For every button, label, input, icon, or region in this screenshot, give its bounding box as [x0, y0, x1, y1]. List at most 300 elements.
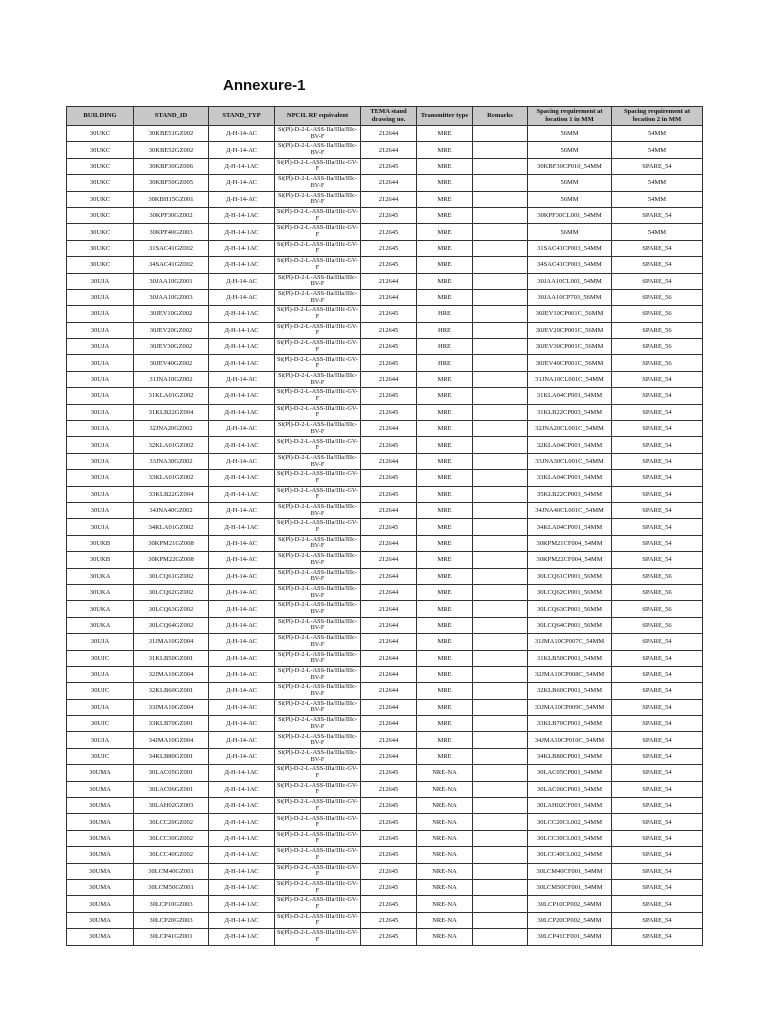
- cell-stand-typ: Д-Н-14-АС: [209, 421, 275, 437]
- cell-stand-typ: Д-Н-14-1АС: [209, 781, 275, 797]
- table-row: [67, 470, 703, 486]
- cell-stand-typ: Д-Н-14-АС: [209, 453, 275, 469]
- cell-npcil-rf: St(Pl)-D-2-L-ASS-IIa/IIIa/IIIc-BV-F: [275, 568, 361, 584]
- cell-building: 30UJA: [67, 634, 134, 650]
- cell-stand-id: 32JNA20GZ002: [134, 421, 209, 437]
- header-row: [67, 107, 703, 126]
- cell-remarks: [473, 552, 528, 568]
- cell-stand-typ: Д-Н-14-1АС: [209, 519, 275, 535]
- cell-spacing-loc1: 31KLA04CP001_54MM: [528, 388, 612, 404]
- cell-spacing-loc2: SPARE_54: [612, 879, 703, 895]
- cell-transmitter-type: NRE-NA: [417, 896, 473, 912]
- cell-spacing-loc2: SPARE_54: [612, 666, 703, 682]
- cell-remarks: [473, 863, 528, 879]
- table-row: [67, 404, 703, 420]
- cell-remarks: [473, 683, 528, 699]
- table-row: [67, 502, 703, 518]
- cell-building: 30UJC: [67, 748, 134, 764]
- table-row: [67, 142, 703, 158]
- cell-transmitter-type: MRE: [417, 716, 473, 732]
- cell-building: 30UKB: [67, 552, 134, 568]
- cell-remarks: [473, 634, 528, 650]
- page-title: Annexure-1: [223, 77, 306, 94]
- cell-spacing-loc1: 30LCM50CF001_54MM: [528, 879, 612, 895]
- table-row: [67, 765, 703, 781]
- cell-building: 30UMA: [67, 830, 134, 846]
- cell-spacing-loc2: SPARE_54: [612, 404, 703, 420]
- cell-tema-drawing: 212645: [361, 798, 417, 814]
- table-row: [67, 552, 703, 568]
- cell-tema-drawing: 212644: [361, 732, 417, 748]
- cell-stand-id: 30LCP20GZ003: [134, 912, 209, 928]
- cell-npcil-rf: St(Pl)-D-2-L-ASS-IIa/IIIa/IIIc-BV-F: [275, 650, 361, 666]
- cell-spacing-loc1: 30LCM40CF001_54MM: [528, 863, 612, 879]
- cell-building: 30UJA: [67, 404, 134, 420]
- cell-spacing-loc2: SPARE_56: [612, 617, 703, 633]
- table-row: [67, 666, 703, 682]
- cell-stand-id: 30JEV20GZ002: [134, 322, 209, 338]
- cell-stand-id: 33KLB70GZ001: [134, 716, 209, 732]
- table-row: [67, 191, 703, 207]
- cell-spacing-loc2: SPARE_54: [612, 207, 703, 223]
- cell-remarks: [473, 339, 528, 355]
- cell-tema-drawing: 212644: [361, 634, 417, 650]
- cell-npcil-rf: St(Pl)-D-2-L-ASS-IIIa/IIIc-GV-F: [275, 486, 361, 502]
- cell-stand-id: 30JEV10GZ002: [134, 306, 209, 322]
- cell-stand-id: 31SAC41GZ002: [134, 240, 209, 256]
- cell-spacing-loc1: 30KPM21CF004_54MM: [528, 535, 612, 551]
- cell-stand-typ: Д-Н-14-АС: [209, 535, 275, 551]
- cell-transmitter-type: MRE: [417, 470, 473, 486]
- cell-spacing-loc2: SPARE_54: [612, 798, 703, 814]
- table-row: [67, 437, 703, 453]
- cell-transmitter-type: MRE: [417, 535, 473, 551]
- cell-npcil-rf: St(Pl)-D-2-L-ASS-IIa/IIIa/IIIc-BV-F: [275, 273, 361, 289]
- cell-stand-typ: Д-Н-14-1АС: [209, 224, 275, 240]
- cell-spacing-loc1: 34SAC41CP003_54MM: [528, 257, 612, 273]
- cell-stand-id: 31KLB50GZ001: [134, 650, 209, 666]
- cell-building: 30UKA: [67, 601, 134, 617]
- cell-spacing-loc1: 30JAA10CP703_56MM: [528, 289, 612, 305]
- cell-remarks: [473, 601, 528, 617]
- table-row: [67, 339, 703, 355]
- cell-remarks: [473, 404, 528, 420]
- cell-spacing-loc2: SPARE_54: [612, 535, 703, 551]
- cell-spacing-loc1: 30LCQ64CP001_56MM: [528, 617, 612, 633]
- cell-tema-drawing: 212644: [361, 716, 417, 732]
- cell-tema-drawing: 212645: [361, 207, 417, 223]
- cell-spacing-loc2: SPARE_54: [612, 552, 703, 568]
- cell-remarks: [473, 584, 528, 600]
- cell-transmitter-type: NRE-NA: [417, 798, 473, 814]
- cell-npcil-rf: St(Pl)-D-2-L-ASS-IIa/IIIa/IIIc-BV-F: [275, 732, 361, 748]
- cell-stand-typ: Д-Н-14-АС: [209, 289, 275, 305]
- cell-stand-typ: Д-Н-14-АС: [209, 371, 275, 387]
- table-row: [67, 158, 703, 174]
- cell-stand-typ: Д-Н-14-АС: [209, 552, 275, 568]
- cell-stand-typ: Д-Н-14-АС: [209, 748, 275, 764]
- cell-stand-id: 30LCC30GZ002: [134, 830, 209, 846]
- cell-spacing-loc2: 54MM: [612, 126, 703, 142]
- cell-remarks: [473, 814, 528, 830]
- cell-tema-drawing: 212644: [361, 748, 417, 764]
- cell-spacing-loc1: 56MM: [528, 126, 612, 142]
- cell-stand-id: 30LCQ62GZ002: [134, 584, 209, 600]
- cell-stand-typ: Д-Н-14-АС: [209, 584, 275, 600]
- cell-stand-typ: Д-Н-14-АС: [209, 273, 275, 289]
- cell-stand-id: 30LCM40GZ001: [134, 863, 209, 879]
- cell-building: 30UKB: [67, 535, 134, 551]
- table-row: [67, 781, 703, 797]
- cell-building: 30UKC: [67, 158, 134, 174]
- cell-remarks: [473, 191, 528, 207]
- cell-spacing-loc2: SPARE_54: [612, 896, 703, 912]
- cell-remarks: [473, 158, 528, 174]
- cell-spacing-loc2: SPARE_54: [612, 486, 703, 502]
- cell-stand-id: 32KLA01GZ002: [134, 437, 209, 453]
- cell-tema-drawing: 212644: [361, 175, 417, 191]
- cell-spacing-loc2: SPARE_54: [612, 634, 703, 650]
- cell-remarks: [473, 879, 528, 895]
- cell-spacing-loc2: SPARE_54: [612, 732, 703, 748]
- cell-spacing-loc2: SPARE_56: [612, 568, 703, 584]
- cell-remarks: [473, 568, 528, 584]
- cell-stand-typ: Д-Н-14-1АС: [209, 879, 275, 895]
- cell-spacing-loc2: SPARE_54: [612, 765, 703, 781]
- cell-building: 30UJA: [67, 519, 134, 535]
- cell-stand-id: 30JEV40GZ002: [134, 355, 209, 371]
- cell-transmitter-type: MRE: [417, 421, 473, 437]
- cell-stand-typ: Д-Н-14-1АС: [209, 404, 275, 420]
- cell-stand-id: 31KLB22GZ004: [134, 404, 209, 420]
- cell-building: 30UMA: [67, 765, 134, 781]
- cell-spacing-loc1: 30KPM22CF004_54MM: [528, 552, 612, 568]
- cell-npcil-rf: St(Pl)-D-2-L-ASS-IIIa/IIIc-GV-F: [275, 224, 361, 240]
- cell-tema-drawing: 212645: [361, 847, 417, 863]
- cell-transmitter-type: MRE: [417, 634, 473, 650]
- cell-stand-id: 31KLA01GZ002: [134, 388, 209, 404]
- cell-npcil-rf: St(Pl)-D-2-L-ASS-IIa/IIIa/IIIc-BV-F: [275, 289, 361, 305]
- cell-tema-drawing: 212644: [361, 421, 417, 437]
- table-row: [67, 584, 703, 600]
- cell-tema-drawing: 212644: [361, 584, 417, 600]
- cell-stand-id: 30LCP41GZ001: [134, 929, 209, 945]
- cell-building: 30UKA: [67, 584, 134, 600]
- cell-remarks: [473, 306, 528, 322]
- cell-spacing-loc1: 30KBF30CP010_54MM: [528, 158, 612, 174]
- cell-building: 30UMA: [67, 847, 134, 863]
- cell-spacing-loc1: 56MM: [528, 142, 612, 158]
- cell-stand-typ: Д-Н-14-1АС: [209, 765, 275, 781]
- cell-building: 30UJA: [67, 289, 134, 305]
- cell-stand-typ: Д-Н-14-1АС: [209, 388, 275, 404]
- cell-npcil-rf: St(Pl)-D-2-L-ASS-IIIa/IIIc-GV-F: [275, 830, 361, 846]
- cell-spacing-loc1: 33JMA10CP009C_54MM: [528, 699, 612, 715]
- cell-spacing-loc1: 35KLB22CP003_54MM: [528, 486, 612, 502]
- table-row: [67, 224, 703, 240]
- cell-stand-typ: Д-Н-14-1АС: [209, 207, 275, 223]
- cell-spacing-loc1: 30JAA10CL001_54MM: [528, 273, 612, 289]
- cell-remarks: [473, 240, 528, 256]
- cell-remarks: [473, 798, 528, 814]
- cell-remarks: [473, 486, 528, 502]
- cell-remarks: [473, 617, 528, 633]
- cell-remarks: [473, 207, 528, 223]
- cell-stand-typ: Д-Н-14-АС: [209, 126, 275, 142]
- cell-spacing-loc1: 32JNA20CL001C_54MM: [528, 421, 612, 437]
- cell-stand-id: 30KPF40GZ003: [134, 224, 209, 240]
- table-row: [67, 306, 703, 322]
- cell-transmitter-type: NRE-NA: [417, 879, 473, 895]
- cell-npcil-rf: St(Pl)-D-2-L-ASS-IIa/IIIa/IIIc-BV-F: [275, 191, 361, 207]
- cell-npcil-rf: St(Pl)-D-2-L-ASS-IIa/IIIa/IIIc-BV-F: [275, 617, 361, 633]
- table-row: [67, 207, 703, 223]
- cell-stand-id: 30LCC40GZ002: [134, 847, 209, 863]
- cell-tema-drawing: 212645: [361, 437, 417, 453]
- table-row: [67, 486, 703, 502]
- cell-building: 30UJA: [67, 355, 134, 371]
- cell-tema-drawing: 212644: [361, 568, 417, 584]
- cell-transmitter-type: NRE-NA: [417, 814, 473, 830]
- cell-spacing-loc1: 30JEV20CP001C_56MM: [528, 322, 612, 338]
- cell-building: 30UJA: [67, 502, 134, 518]
- cell-npcil-rf: St(Pl)-D-2-L-ASS-IIIa/IIIc-GV-F: [275, 863, 361, 879]
- table-row: [67, 830, 703, 846]
- cell-spacing-loc1: 30JEV40CP001C_56MM: [528, 355, 612, 371]
- cell-tema-drawing: 212645: [361, 404, 417, 420]
- cell-stand-typ: Д-Н-14-1АС: [209, 847, 275, 863]
- cell-building: 30UJA: [67, 732, 134, 748]
- cell-stand-typ: Д-Н-14-АС: [209, 191, 275, 207]
- cell-transmitter-type: MRE: [417, 568, 473, 584]
- cell-remarks: [473, 912, 528, 928]
- cell-npcil-rf: St(Pl)-D-2-L-ASS-IIa/IIIa/IIIc-BV-F: [275, 716, 361, 732]
- cell-npcil-rf: St(Pl)-D-2-L-ASS-IIIa/IIIc-GV-F: [275, 207, 361, 223]
- cell-npcil-rf: St(Pl)-D-2-L-ASS-IIa/IIIa/IIIc-BV-F: [275, 683, 361, 699]
- cell-stand-typ: Д-Н-14-АС: [209, 666, 275, 682]
- cell-stand-id: 34SAC41GZ002: [134, 257, 209, 273]
- cell-stand-id: 30KBF50GZ005: [134, 175, 209, 191]
- cell-transmitter-type: MRE: [417, 207, 473, 223]
- cell-spacing-loc1: 30LCQ63CP001_56MM: [528, 601, 612, 617]
- cell-stand-id: 32JMA10GZ004: [134, 666, 209, 682]
- cell-spacing-loc1: 30JEV30CP001C_56MM: [528, 339, 612, 355]
- cell-remarks: [473, 650, 528, 666]
- cell-npcil-rf: St(Pl)-D-2-L-ASS-IIIa/IIIc-GV-F: [275, 814, 361, 830]
- cell-building: 30UKA: [67, 617, 134, 633]
- table-row: [67, 601, 703, 617]
- cell-stand-id: 31JNA10GZ002: [134, 371, 209, 387]
- cell-tema-drawing: 212645: [361, 306, 417, 322]
- col-npcil-rf: NPCIL RF equivalent: [275, 107, 361, 126]
- cell-spacing-loc2: SPARE_54: [612, 650, 703, 666]
- table-row: [67, 732, 703, 748]
- cell-npcil-rf: St(Pl)-D-2-L-ASS-IIIa/IIIc-GV-F: [275, 929, 361, 945]
- cell-stand-typ: Д-Н-14-1АС: [209, 912, 275, 928]
- cell-spacing-loc1: 30KPF30CL001_54MM: [528, 207, 612, 223]
- cell-transmitter-type: MRE: [417, 502, 473, 518]
- cell-tema-drawing: 212645: [361, 814, 417, 830]
- cell-spacing-loc1: 34JMA10CP010C_54MM: [528, 732, 612, 748]
- cell-stand-typ: Д-Н-14-АС: [209, 683, 275, 699]
- cell-spacing-loc2: SPARE_56: [612, 322, 703, 338]
- cell-stand-id: 34JNA40GZ002: [134, 502, 209, 518]
- cell-remarks: [473, 371, 528, 387]
- cell-tema-drawing: 212645: [361, 863, 417, 879]
- table-row: [67, 879, 703, 895]
- cell-spacing-loc2: SPARE_54: [612, 847, 703, 863]
- cell-building: 30UKC: [67, 207, 134, 223]
- cell-tema-drawing: 212645: [361, 519, 417, 535]
- cell-spacing-loc1: 56MM: [528, 224, 612, 240]
- cell-stand-id: 30JAA10GZ003: [134, 289, 209, 305]
- cell-tema-drawing: 212645: [361, 765, 417, 781]
- cell-remarks: [473, 289, 528, 305]
- cell-spacing-loc1: 31KLB50CP001_54MM: [528, 650, 612, 666]
- table-body: [67, 126, 703, 946]
- cell-spacing-loc2: SPARE_54: [612, 158, 703, 174]
- cell-building: 30UKC: [67, 175, 134, 191]
- cell-spacing-loc2: SPARE_54: [612, 863, 703, 879]
- cell-remarks: [473, 929, 528, 945]
- cell-building: 30UJA: [67, 339, 134, 355]
- cell-stand-typ: Д-Н-14-1АС: [209, 437, 275, 453]
- cell-spacing-loc1: 32KLB60CP001_54MM: [528, 683, 612, 699]
- cell-spacing-loc2: SPARE_54: [612, 830, 703, 846]
- cell-spacing-loc1: 32JMA10CP008C_54MM: [528, 666, 612, 682]
- cell-spacing-loc1: 33KLB70CP001_54MM: [528, 716, 612, 732]
- cell-npcil-rf: St(Pl)-D-2-L-ASS-IIIa/IIIc-GV-F: [275, 322, 361, 338]
- cell-building: 30UJA: [67, 306, 134, 322]
- cell-tema-drawing: 212644: [361, 142, 417, 158]
- cell-tema-drawing: 212644: [361, 666, 417, 682]
- cell-spacing-loc2: SPARE_54: [612, 814, 703, 830]
- cell-remarks: [473, 322, 528, 338]
- cell-tema-drawing: 212644: [361, 699, 417, 715]
- cell-building: 30UKC: [67, 224, 134, 240]
- cell-spacing-loc2: SPARE_54: [612, 240, 703, 256]
- cell-spacing-loc1: 30LAC05CP001_54MM: [528, 765, 612, 781]
- cell-tema-drawing: 212644: [361, 535, 417, 551]
- cell-remarks: [473, 175, 528, 191]
- table-row: [67, 126, 703, 142]
- cell-remarks: [473, 732, 528, 748]
- cell-stand-id: 30LCQ63GZ002: [134, 601, 209, 617]
- cell-npcil-rf: St(Pl)-D-2-L-ASS-IIIa/IIIc-GV-F: [275, 896, 361, 912]
- table-row: [67, 519, 703, 535]
- table-row: [67, 863, 703, 879]
- cell-spacing-loc2: SPARE_56: [612, 339, 703, 355]
- cell-spacing-loc2: SPARE_54: [612, 470, 703, 486]
- cell-npcil-rf: St(Pl)-D-2-L-ASS-IIIa/IIIc-GV-F: [275, 798, 361, 814]
- cell-remarks: [473, 830, 528, 846]
- cell-building: 30UJA: [67, 453, 134, 469]
- cell-spacing-loc1: 34JNA40CL001C_54MM: [528, 502, 612, 518]
- cell-stand-typ: Д-Н-14-1АС: [209, 798, 275, 814]
- cell-spacing-loc2: SPARE_54: [612, 257, 703, 273]
- cell-building: 30UKA: [67, 568, 134, 584]
- cell-tema-drawing: 212645: [361, 240, 417, 256]
- table-row: [67, 175, 703, 191]
- col-spacing-loc2: Spacing requirement at location 2 in MM: [612, 107, 703, 126]
- cell-stand-typ: Д-Н-14-1АС: [209, 470, 275, 486]
- cell-npcil-rf: St(Pl)-D-2-L-ASS-IIa/IIIa/IIIc-BV-F: [275, 634, 361, 650]
- cell-transmitter-type: NRE-NA: [417, 830, 473, 846]
- col-stand-typ: STAND_TYP: [209, 107, 275, 126]
- cell-stand-id: 30KBH15GZ001: [134, 191, 209, 207]
- cell-spacing-loc2: SPARE_54: [612, 716, 703, 732]
- cell-remarks: [473, 355, 528, 371]
- cell-npcil-rf: St(Pl)-D-2-L-ASS-IIIa/IIIc-GV-F: [275, 781, 361, 797]
- table-row: [67, 568, 703, 584]
- cell-tema-drawing: 212645: [361, 355, 417, 371]
- cell-building: 30UJA: [67, 371, 134, 387]
- cell-stand-id: 30JEV30GZ002: [134, 339, 209, 355]
- cell-transmitter-type: MRE: [417, 584, 473, 600]
- cell-spacing-loc2: SPARE_54: [612, 519, 703, 535]
- cell-building: 30UJC: [67, 683, 134, 699]
- cell-stand-id: 30LAC05GZ001: [134, 765, 209, 781]
- cell-stand-typ: Д-Н-14-АС: [209, 650, 275, 666]
- cell-stand-id: 32KLB60GZ001: [134, 683, 209, 699]
- cell-npcil-rf: St(Pl)-D-2-L-ASS-IIIa/IIIc-GV-F: [275, 158, 361, 174]
- cell-spacing-loc2: SPARE_54: [612, 388, 703, 404]
- cell-tema-drawing: 212645: [361, 830, 417, 846]
- spacing-table: [66, 106, 703, 946]
- cell-stand-id: 33JMA10GZ004: [134, 699, 209, 715]
- cell-spacing-loc2: SPARE_54: [612, 683, 703, 699]
- cell-stand-typ: Д-Н-14-АС: [209, 617, 275, 633]
- cell-transmitter-type: NRE-NA: [417, 929, 473, 945]
- cell-building: 30UJC: [67, 716, 134, 732]
- cell-stand-id: 30LAH02GZ003: [134, 798, 209, 814]
- cell-spacing-loc2: SPARE_56: [612, 289, 703, 305]
- table-row: [67, 453, 703, 469]
- col-building: BUILDING: [67, 107, 134, 126]
- cell-stand-typ: Д-Н-14-1АС: [209, 355, 275, 371]
- cell-building: 30UMA: [67, 798, 134, 814]
- cell-transmitter-type: MRE: [417, 191, 473, 207]
- cell-npcil-rf: St(Pl)-D-2-L-ASS-IIIa/IIIc-GV-F: [275, 240, 361, 256]
- cell-tema-drawing: 212645: [361, 896, 417, 912]
- cell-stand-id: 30KPM21GZ008: [134, 535, 209, 551]
- table-row: [67, 273, 703, 289]
- cell-transmitter-type: MRE: [417, 486, 473, 502]
- cell-spacing-loc1: 30JEV10CP001C_56MM: [528, 306, 612, 322]
- cell-remarks: [473, 748, 528, 764]
- cell-stand-typ: Д-Н-14-АС: [209, 634, 275, 650]
- cell-tema-drawing: 212645: [361, 486, 417, 502]
- cell-building: 30UJA: [67, 437, 134, 453]
- table-row: [67, 257, 703, 273]
- cell-tema-drawing: 212644: [361, 552, 417, 568]
- cell-stand-id: 30KBE52GZ002: [134, 142, 209, 158]
- cell-npcil-rf: St(Pl)-D-2-L-ASS-IIIa/IIIc-GV-F: [275, 519, 361, 535]
- cell-spacing-loc2: SPARE_54: [612, 748, 703, 764]
- cell-transmitter-type: MRE: [417, 601, 473, 617]
- table-row: [67, 699, 703, 715]
- table-row: [67, 650, 703, 666]
- cell-npcil-rf: St(Pl)-D-2-L-ASS-IIa/IIIa/IIIc-BV-F: [275, 175, 361, 191]
- cell-remarks: [473, 421, 528, 437]
- cell-spacing-loc2: SPARE_54: [612, 437, 703, 453]
- cell-transmitter-type: MRE: [417, 552, 473, 568]
- cell-stand-typ: Д-Н-14-АС: [209, 142, 275, 158]
- cell-tema-drawing: 212645: [361, 912, 417, 928]
- cell-spacing-loc1: 30LCP20CP002_54MM: [528, 912, 612, 928]
- cell-remarks: [473, 502, 528, 518]
- cell-tema-drawing: 212645: [361, 322, 417, 338]
